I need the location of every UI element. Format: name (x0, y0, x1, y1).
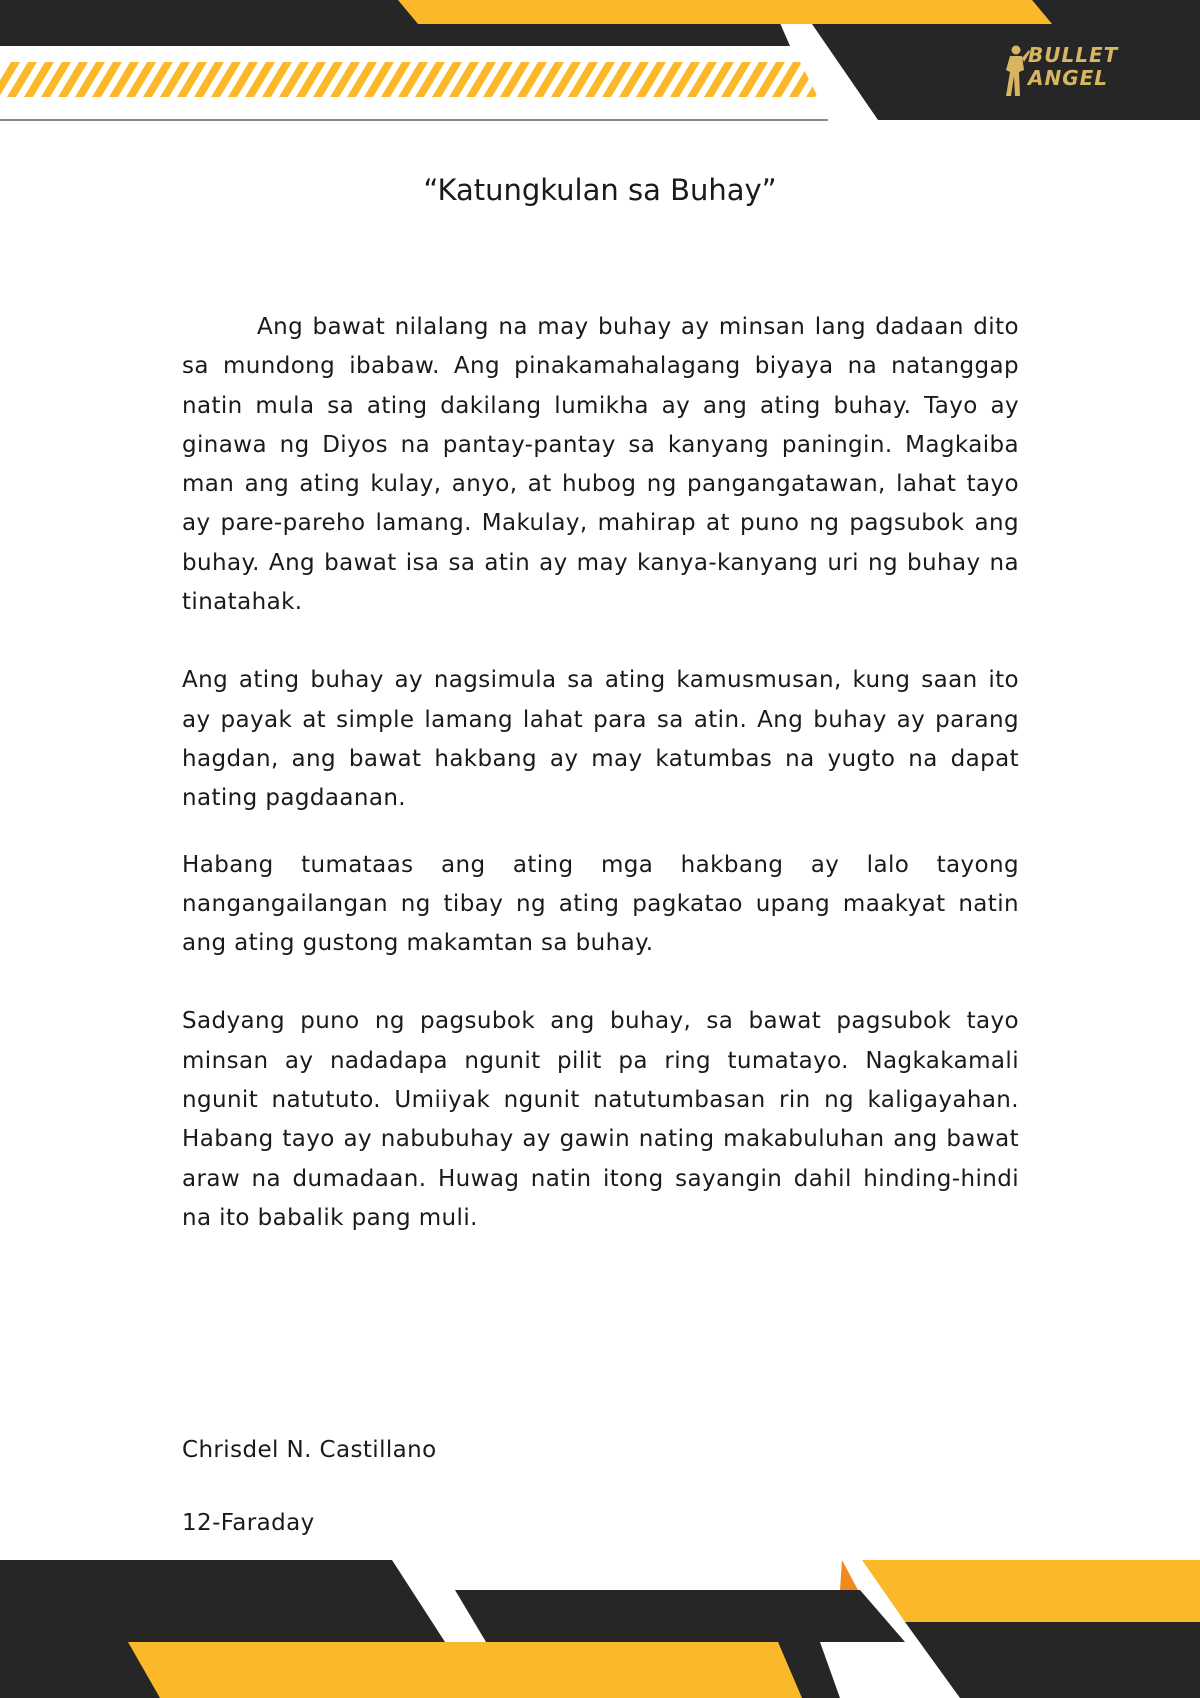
footer-yellow-left (128, 1642, 802, 1698)
footer-yellow-right (862, 1560, 1200, 1622)
bullet-angel-logo (1000, 44, 1150, 100)
footer-orange-triangle (840, 1560, 858, 1590)
logo-wordmark (1028, 44, 1118, 90)
logo-line-2: ANGEL (1028, 66, 1109, 90)
author-section: 12-Faraday (182, 1510, 315, 1536)
angel-figure-icon (1000, 44, 1030, 98)
header-hazard-stripes (0, 62, 853, 97)
body-paragraph-1: Ang bawat nilalang na may buhay ay minsan lang dadaan dito sa mundong ibabaw. Ang pinakamahalagang biyaya na natanggap natin mula sa ating dakilang lumikha ay ang ating buhay. Tayo ay ginawa ng Diyos na pantay-pantay sa kanyang paningin. Magkaiba man ang ating kulay, anyo, at hubog ng pangangatawan, lahat tayo ay pare-pareho lamang. Makulay, mahirap at puno ng pagsubok ang buhay. Ang bawat isa sa atin ay may kanya-kanyang uri ng buhay na tinatahak. (182, 314, 1019, 616)
body-paragraph-2: Ang ating buhay ay nagsimula sa ating kamusmusan, kung saan ito ay payak at simple lamang lahat para sa atin. Ang buhay ay parang hagdan, ang bawat hakbang ay may katumbas na yugto na dapat nating pagdaanan. (182, 667, 1019, 812)
header-dark-top-right (1032, 0, 1200, 24)
footer-dark-right (905, 1622, 1200, 1698)
footer-decoration (0, 1560, 1200, 1698)
body-paragraph-3: Habang tumataas ang ating mga hakbang ay lalo tayong nangangailangan ng tibay ng ating pagkatao upang maakyat natin ang ating gustong makamtan sa buhay. (182, 851, 1019, 957)
hazard-stripe (806, 62, 836, 97)
header-yellow-band-top (398, 0, 1052, 24)
footer-dark-middle (455, 1590, 905, 1642)
author-name: Chrisdel N. Castillano (182, 1437, 437, 1463)
logo-line-1: BULLET (1028, 43, 1119, 67)
document-title: “Katungkulan sa Buhay” (423, 173, 777, 207)
body-paragraph-4: Sadyang puno ng pagsubok ang buhay, sa bawat pagsubok tayo minsan ay nadadapa ngunit pilit pa ring tumatayo. Nagkakamali ngunit natututo. Umiiyak ngunit natutumbasan rin ng kaligayahan. Habang tayo ay nabubuhay ay gawin nating makabuluhan ang bawat araw na dumadaan. Huwag natin itong sayangin dahil hinding-hindi na ito babalik pang muli. (182, 1008, 1019, 1231)
document-body (182, 308, 1019, 1238)
